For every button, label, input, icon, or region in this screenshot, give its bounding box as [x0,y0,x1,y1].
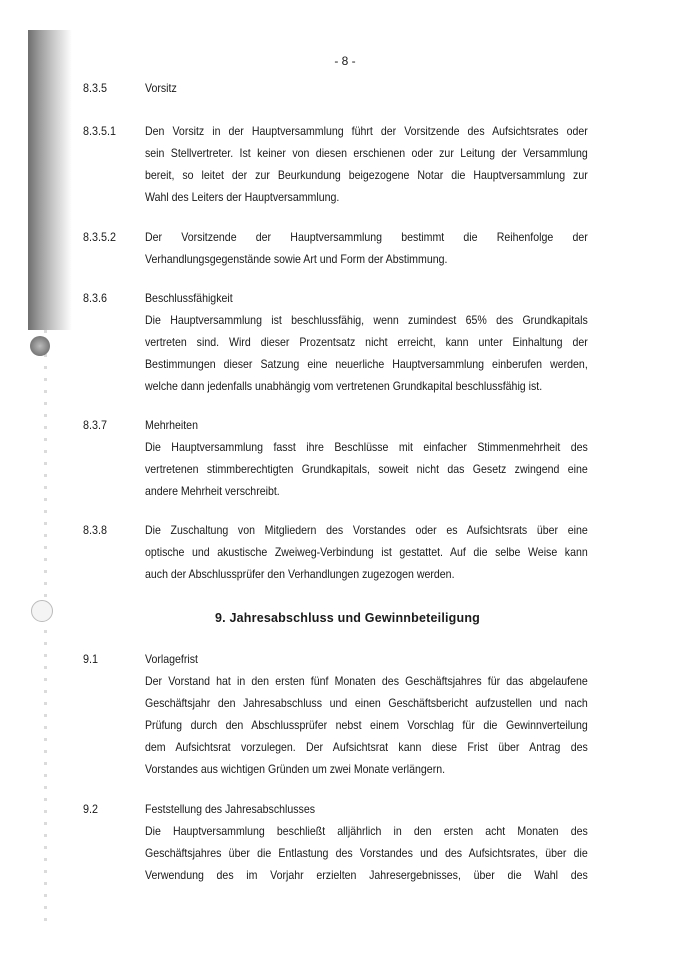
paragraph-line: Prüfung durch den Abschlussprüfer nebst einem Vorschlag für die Gewinnverteilung [145,718,588,732]
paragraph-line: dem Aufsichtsrat vorzulegen. Der Aufsichtsrat kann diese Frist über Antrag des [145,740,588,754]
section-title: Vorsitz [145,81,177,95]
chapter-heading: 9. Jahresabschluss und Gewinnbeteiligung [215,611,481,625]
paragraph-line: vertreten sind. Wird dieser Prozentsatz nicht erreicht, kann unter Einhaltung der [145,335,588,349]
paragraph-line: sein Stellvertreter. Ist keiner von diesen erschienen oder zur Leitung der Versammlung [145,146,588,160]
punch-hole-mark [30,336,50,356]
paragraph-line: Geschäftsjahr den Jahresabschluss und einen Geschäftsbericht aufzustellen und nach [145,696,588,710]
page-number: - 8 - [334,54,356,68]
punch-hole-mark [31,600,53,622]
paragraph-line: Die Hauptversammlung beschließt alljährlich in den ersten acht Monaten des [145,824,588,838]
paragraph-line: vertretenen stimmberechtigten Grundkapitals, soweit nicht das Gesetz zwingend eine [145,462,588,476]
paragraph-line: bereit, so leitet der zur Beurkundung beigezogene Notar die Hauptversammlung zur [145,168,588,182]
section-number: 9.1 [83,652,99,666]
section-number: 8.3.6 [83,291,108,305]
paragraph-line: Die Hauptversammlung ist beschlussfähig, wenn zumindest 65% des Grundkapitals [145,313,588,327]
section-number: 8.3.8 [83,523,108,537]
paragraph-line: optische und akustische Zweiweg-Verbindung ist gestattet. Auf die selbe Weise kann [145,545,588,559]
section-number: 8.3.5.1 [83,124,117,138]
scan-edge-marks [44,330,47,930]
paragraph-line: Geschäftsjahres über die Entlastung des Vorstandes und des Aufsichtsrates, über die [145,846,588,860]
paragraph-line: welche dann jedenfalls unabhängig vom vertretenen Grundkapital beschlussfähig ist. [145,379,543,393]
paragraph-line: Den Vorsitz in der Hauptversammlung führt der Vorsitzende des Aufsichtsrates oder [145,124,588,138]
paragraph-line: Der Vorstand hat in den ersten fünf Monaten des Geschäftsjahres für das abgelaufene [145,674,588,688]
section-number: 8.3.5.2 [83,230,117,244]
section-title: Vorlagefrist [145,652,198,666]
paragraph-line: Verwendung des im Vorjahr erzielten Jahresergebnisses, über die Wahl des [145,868,588,882]
paragraph-line: Bestimmungen dieser Satzung eine neuerliche Hauptversammlung einberufen werden, [145,357,588,371]
section-title: Mehrheiten [145,418,198,432]
paragraph-line: Wahl des Leiters der Hauptversammlung. [145,190,340,204]
paragraph-line: auch der Abschlussprüfer den Verhandlungen zugezogen werden. [145,567,455,581]
paragraph-line: Die Hauptversammlung fasst ihre Beschlüsse mit einfacher Stimmenmehrheit des [145,440,588,454]
section-title: Beschlussfähigkeit [145,291,233,305]
paragraph-line: Die Zuschaltung von Mitgliedern des Vorstandes oder es Aufsichtsrats über eine [145,523,588,537]
paragraph-line: Verhandlungsgegenstände sowie Art und Form der Abstimmung. [145,252,448,266]
section-title: Feststellung des Jahresabschlusses [145,802,316,816]
paragraph-line: Der Vorsitzende der Hauptversammlung bestimmt die Reihenfolge der [145,230,588,244]
paragraph-line: Vorstandes aus wichtigen Gründen um zwei Monate verlängern. [145,762,446,776]
section-number: 8.3.7 [83,418,108,432]
paragraph-line: andere Mehrheit verschreibt. [145,484,280,498]
section-number: 8.3.5 [83,81,108,95]
scan-edge-shadow [28,30,72,330]
section-number: 9.2 [83,802,99,816]
